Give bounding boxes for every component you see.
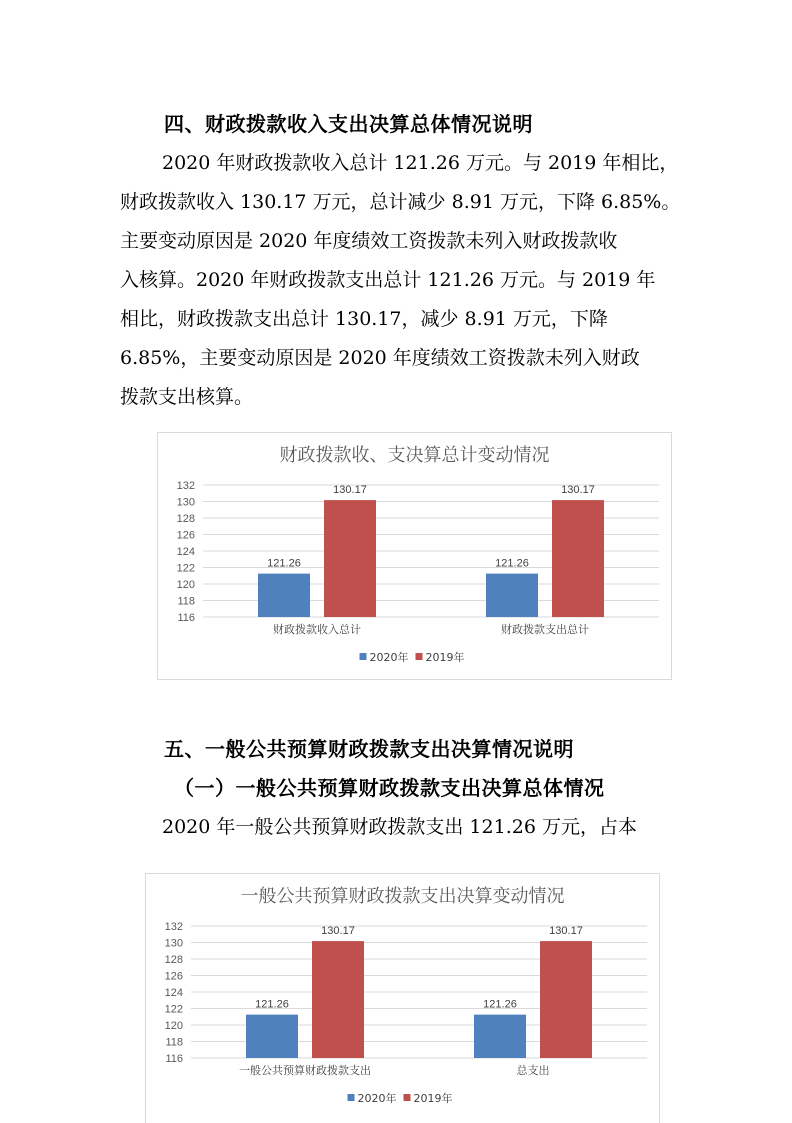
chart-1: [157, 432, 672, 680]
y-tick-label: 128: [164, 954, 183, 966]
bar: [486, 574, 538, 617]
section-4-heading: 四、财政拨款收入支出决算总体情况说明: [164, 112, 533, 136]
y-tick-label: 116: [177, 612, 195, 624]
paragraph-line: 入核算。2020 年财政拨款支出总计 121.26 万元。与 2019 年: [120, 269, 656, 291]
y-tick-label: 122: [176, 562, 195, 575]
chart-2-svg: [146, 874, 659, 1123]
y-tick-label: 128: [176, 513, 195, 525]
y-tick-label: 124: [164, 987, 183, 999]
data-label: 121.26: [267, 557, 301, 570]
legend-swatch: [416, 653, 423, 660]
data-label: 130.17: [549, 925, 583, 938]
chart-2: [145, 873, 660, 1123]
y-tick-label: 118: [165, 1036, 183, 1049]
category-label: 一般公共预算财政拨款支出: [239, 1064, 371, 1077]
paragraph-line: 6.85%，主要变动原因是 2020 年度绩效工资拨款未列入财政: [120, 347, 640, 369]
bar: [312, 941, 364, 1058]
y-tick-label: 126: [164, 970, 183, 983]
section-5-paragraph: [120, 808, 680, 847]
y-tick-label: 124: [176, 546, 195, 558]
legend-label: 2020年: [357, 1092, 397, 1105]
y-tick-label: 122: [164, 1003, 183, 1016]
y-tick-label: 132: [176, 480, 195, 492]
data-label: 130.17: [333, 484, 367, 497]
paragraph-line: 2020 年一般公共预算财政拨款支出 121.26 万元，占本: [162, 816, 637, 838]
y-tick-label: 120: [164, 1020, 183, 1032]
bar: [474, 1015, 526, 1058]
bar: [540, 941, 592, 1058]
category-label: 财政拨款收入总计: [273, 623, 361, 636]
y-tick-label: 116: [165, 1053, 183, 1065]
section-5-subheading: （一）一般公共预算财政拨款支出决算总体情况: [174, 776, 605, 800]
data-label: 130.17: [561, 484, 595, 497]
data-label: 121.26: [255, 998, 289, 1011]
paragraph-line: 拨款支出核算。: [120, 386, 254, 408]
legend-swatch: [348, 1094, 355, 1101]
bar: [246, 1015, 298, 1058]
bar: [552, 500, 604, 617]
bar: [258, 574, 310, 617]
paragraph-line: 主要变动原因是 2020 年度绩效工资拨款未列入财政拨款收: [120, 230, 618, 252]
bar: [324, 500, 376, 617]
legend-swatch: [360, 653, 367, 660]
data-label: 121.26: [495, 557, 529, 570]
paragraph-line: 财政拨款收入 130.17 万元，总计减少 8.91 万元，下降 6.85%。: [120, 191, 681, 213]
data-label: 130.17: [321, 925, 355, 938]
legend-label: 2019年: [425, 651, 465, 664]
section-4-paragraph: [120, 144, 680, 417]
paragraph-line: 2020 年财政拨款收入总计 121.26 万元。与 2019 年相比，: [162, 152, 679, 174]
y-tick-label: 130: [164, 937, 183, 950]
data-label: 121.26: [483, 998, 517, 1011]
legend-swatch: [404, 1094, 411, 1101]
category-label: 总支出: [516, 1064, 550, 1077]
chart-title: 财政拨款收、支决算总计变动情况: [279, 445, 550, 466]
section-5-heading: 五、一般公共预算财政拨款支出决算情况说明: [164, 737, 574, 761]
y-tick-label: 120: [176, 579, 195, 591]
category-label: 财政拨款支出总计: [501, 623, 589, 636]
y-tick-label: 118: [177, 595, 195, 608]
chart-1-svg: [158, 433, 671, 679]
legend-label: 2020年: [369, 651, 409, 664]
y-tick-label: 130: [176, 496, 195, 509]
legend-label: 2019年: [413, 1092, 453, 1105]
y-tick-label: 126: [176, 529, 195, 542]
chart-title: 一般公共预算财政拨款支出决算变动情况: [240, 886, 565, 907]
paragraph-line: 相比，财政拨款支出总计 130.17，减少 8.91 万元，下降: [120, 308, 608, 330]
y-tick-label: 132: [164, 921, 183, 933]
